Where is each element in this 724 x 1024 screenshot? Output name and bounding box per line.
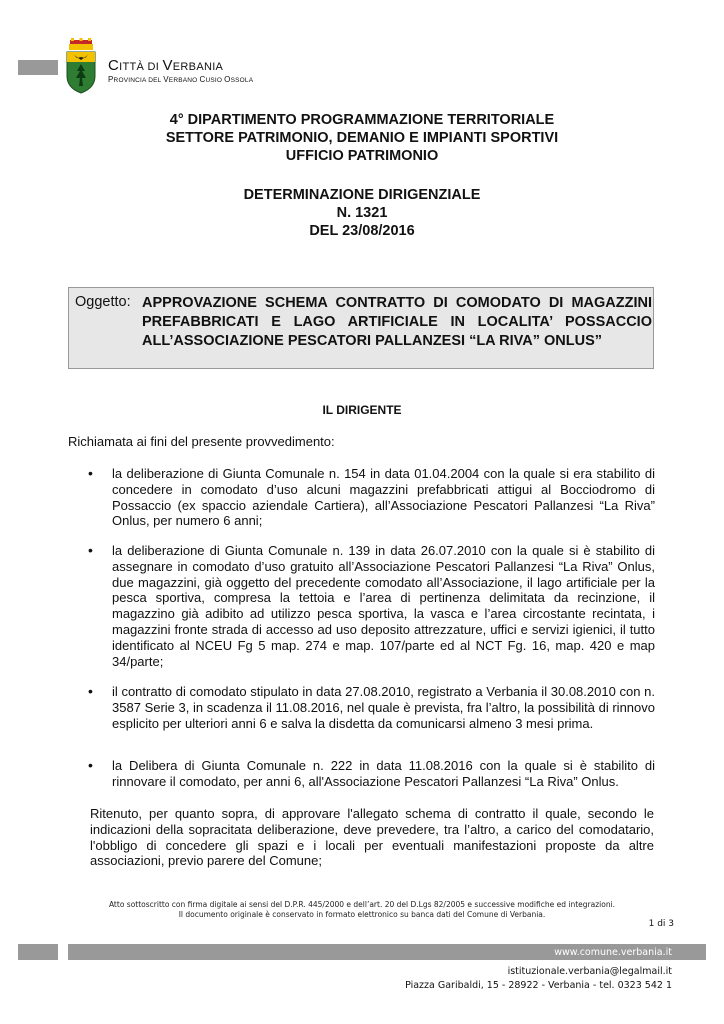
website-link[interactable]: www.comune.verbania.it <box>554 947 672 958</box>
determination-date: DEL 23/08/2016 <box>309 223 415 239</box>
signature-note <box>0 900 724 919</box>
intro-text: Richiamata ai fini del presente provvedimento: <box>68 434 335 449</box>
department-line-1: 4° DIPARTIMENTO PROGRAMMAZIONE TERRITORIALE <box>169 112 555 128</box>
prov-part-4: SSOLA <box>230 77 254 84</box>
list-item-text: la deliberazione di Giunta Comunale n. 154 in data 01.04.2004 con la quale si era stabilito di concedere in comodato d’uso alcuni magazzini prefabbricati attigui al Bocciodromo di Possaccio (ex spaccio aziendale Cartiera), all’Associazione Pescatori Pallanzesi “La Riva” Onlus, per numero 6 anni; <box>112 466 655 529</box>
list-item-text: il contratto di comodato stipulato in data 27.08.2010, registrato a Verbania il 30.08.2010 con n. 3587 Serie 3, in scadenza il 11.08.2016, nel quale è prevista, fra l’altro, la possibilità di rinnovo esplicito per ulteriori anni 6 e salva la disdetta da comunicarsi almeno 3 mesi prima. <box>112 684 655 731</box>
prov-part-2: ERBANO <box>168 77 200 84</box>
prov-initial-c: C <box>199 75 206 84</box>
determination-number: N. 1321 <box>336 205 388 221</box>
address-text: Piazza Garibaldi, 15 - 28922 - Verbania - tel. 0323 542 1 <box>405 980 672 991</box>
province-name <box>108 75 253 84</box>
prov-part-3: USIO <box>205 77 225 84</box>
prov-initial-p: P <box>108 75 114 84</box>
city-name <box>108 57 223 74</box>
ritenuto-paragraph: Ritenuto, per quanto sopra, di approvare l'allegato schema di contratto il quale, secondo le indicazioni della sopracitata deliberazione, deve prevedere, tra l’altro, a carico del comodatario, l'obbligo di concedere gli spazi e i locali per eventuali manifestazioni proposte da altre associazioni, previo parere del Comune; <box>90 806 654 869</box>
city-name-part-2: ERBANIA <box>172 61 224 73</box>
page-number: 1 di 3 <box>648 919 674 929</box>
city-name-initial-2: V <box>162 57 173 74</box>
determination-title: DETERMINAZIONE DIRIGENZIALE <box>243 187 481 203</box>
prov-initial-v: V <box>163 75 169 84</box>
department-heading <box>0 111 724 165</box>
prov-initial-o: O <box>224 75 231 84</box>
dirigente-heading: IL DIRIGENTE <box>322 403 402 417</box>
signature-note-line-2: Il documento originale è conservato in formato elettronico su banca dati del Comune di Verbania. <box>178 909 546 919</box>
city-name-initial: C <box>108 57 120 74</box>
prov-part-1: ROVINCIA DEL <box>113 77 164 84</box>
list-item-text: la Delibera di Giunta Comunale n. 222 in data 11.08.2016 con la quale si è stabilito di rinnovare il comodato, per anni 6, all'Associazione Pescatori Pallanzesi “La Riva” Onlus. <box>112 758 655 789</box>
department-line-3: UFFICIO PATRIMONIO <box>285 148 439 164</box>
list-item-text: la deliberazione di Giunta Comunale n. 139 in data 26.07.2010 con la quale si è stabilito di assegnare in comodato d’uso gratuito all’Associazione Pescatori Pallanzesi “La Riva” Onlus, due magazzini, già oggetto del precedente comodato all’Associazione, il lago artificiale per la pesca sportiva, compresa la tettoia e l’area di pertinenza delimitata da recinzione, il magazzino già adibito ad utilizzo pesca sportiva, la vasca e l’area circostante recintata, i magazzini fronte strada di accesso ad uso deposito attrezzature, uffici e servizi igienici, il tutto identificato al NCEU Fg 5 map. 274 e map. 107/parte ed al NCT Fg. 16, map. 420 e map 34/parte; <box>112 543 655 669</box>
subject-box <box>68 287 654 369</box>
department-line-2: SETTORE PATRIMONIO, DEMANIO E IMPIANTI SPORTIVI <box>165 130 559 146</box>
bullet-icon: • <box>88 757 93 773</box>
city-name-part: ITTÀ DI <box>119 61 163 73</box>
determination-heading <box>0 186 724 240</box>
bullet-icon: • <box>88 683 93 699</box>
bullet-icon: • <box>88 465 93 481</box>
bullet-icon: • <box>88 542 93 558</box>
email-link[interactable]: istituzionale.verbania@legalmail.it <box>507 966 672 977</box>
header-accent-bar <box>18 60 58 75</box>
subject-text: APPROVAZIONE SCHEMA CONTRATTO DI COMODATO DI MAGAZZINI PREFABBRICATI E LAGO ARTIFICIALE IN LOCALITA’ POSSACCIO ALL’ASSOCIAZIONE PESCATORI PALLANZESI “LA RIVA” ONLUS” <box>142 295 652 349</box>
subject-label: Oggetto: <box>75 294 131 310</box>
footer-accent-bar <box>18 944 58 960</box>
city-crest-icon <box>64 38 98 94</box>
signature-note-line-1: Atto sottoscritto con firma digitale ai sensi del D.P.R. 445/2000 e dell’art. 20 del D.Lgs 82/2005 e successive modifiche ed integrazioni. <box>108 900 616 909</box>
